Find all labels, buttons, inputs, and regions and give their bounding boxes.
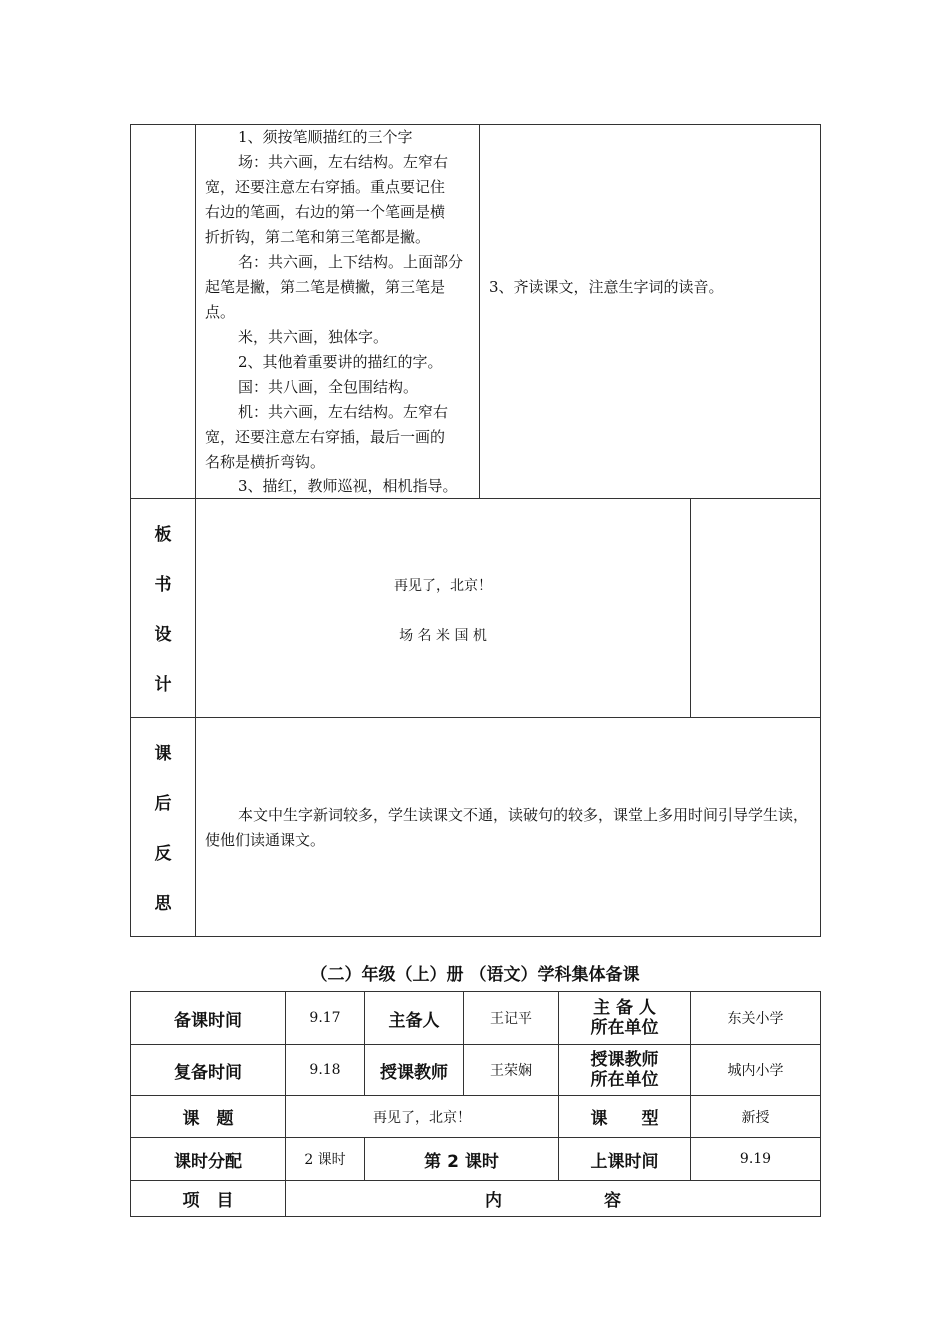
step-line: 宽，还要注意左右穿插，最后一画的 (205, 428, 446, 446)
label-line: 所在单位 (590, 1018, 659, 1038)
period-number: 第 2 课时 (424, 1151, 499, 1172)
content-header: 内 容 (485, 1191, 621, 1211)
prep-time-label: 备课时间 (174, 1010, 242, 1031)
lesson-type-value: 新授 (741, 1109, 770, 1126)
review-time-label: 复备时间 (174, 1062, 242, 1083)
step-line: 宽，还要注意左右穿插。重点要记住 (205, 178, 446, 196)
step-line: 右边的笔画，右边的第一个笔画是横 (205, 203, 446, 221)
main-preparer-value: 王记平 (490, 1011, 532, 1027)
label-char: 设 (154, 625, 172, 645)
reflection-text: 本文中生字新词较多，学生读课文不通，读破句的较多，课堂上多用时间引导学生读，使他们读通课文。 (205, 806, 809, 849)
item-header: 项 目 (182, 1191, 234, 1211)
board-title: 再见了，北京！ (394, 578, 492, 594)
step-line: 起笔是撇，第二笔是横撇，第三笔是 (205, 278, 446, 296)
teacher-unit-label (559, 1045, 690, 1095)
step-line: 2、其他着重要讲的描红的字。 (238, 353, 443, 371)
label-char: 书 (154, 575, 172, 595)
teacher-value: 王荣娴 (490, 1063, 532, 1079)
preparer-unit-value: 东关小学 (727, 1011, 784, 1027)
label-char: 板 (154, 525, 172, 545)
step-line: 名称是横折弯钩。 (205, 453, 326, 471)
lesson-topic-value: 再见了，北京！ (373, 1109, 471, 1126)
teacher-unit-value: 城内小学 (727, 1063, 784, 1079)
main-preparer-label: 主备人 (388, 1010, 440, 1031)
period-allocation-label: 课时分配 (174, 1151, 242, 1172)
teacher-label: 授课教师 (380, 1062, 448, 1083)
step-line: 折折钩，第二笔和第三笔都是撇。 (205, 228, 431, 246)
step-line: 机：共六画，左右结构。左窄右 (238, 403, 449, 421)
class-time-value: 9.19 (739, 1151, 772, 1167)
step-line: 3、描红，教师巡视，相机指导。 (238, 477, 458, 495)
board-chars: 场 名 米 国 机 (399, 628, 487, 644)
label-char: 后 (154, 794, 172, 814)
label-char: 思 (154, 894, 172, 914)
student-activity: 3、齐读课文，注意生字词的读音。 (489, 278, 724, 296)
label-char: 计 (154, 675, 172, 695)
class-time-label: 上课时间 (590, 1151, 659, 1172)
label-line: 授课教师 (590, 1050, 659, 1070)
label-line: 所在单位 (590, 1070, 659, 1090)
section-title: （二）年级（上）册 （语文）学科集体备课 (310, 965, 640, 985)
label-char: 反 (154, 844, 172, 864)
label-char: 课 (154, 744, 172, 764)
preparer-unit-label (559, 992, 690, 1044)
step-line: 点。 (205, 303, 236, 321)
review-time-value: 9.18 (309, 1062, 341, 1078)
prep-time-value: 9.17 (309, 1010, 341, 1026)
step-line: 1、须按笔顺描红的三个字 (238, 128, 413, 146)
period-allocation-value: 2 课时 (304, 1152, 346, 1168)
step-line: 名：共六画，上下结构。上面部分 (238, 253, 464, 271)
step-line: 米，共六画，独体字。 (238, 328, 389, 346)
lesson-topic-label: 课 题 (182, 1109, 234, 1129)
label-line: 主 备 人 (593, 998, 656, 1018)
step-line: 场：共六画，左右结构。左窄右 (238, 153, 449, 171)
lesson-type-label: 课 型 (590, 1109, 659, 1129)
step-line: 国：共八画，全包围结构。 (238, 378, 419, 396)
